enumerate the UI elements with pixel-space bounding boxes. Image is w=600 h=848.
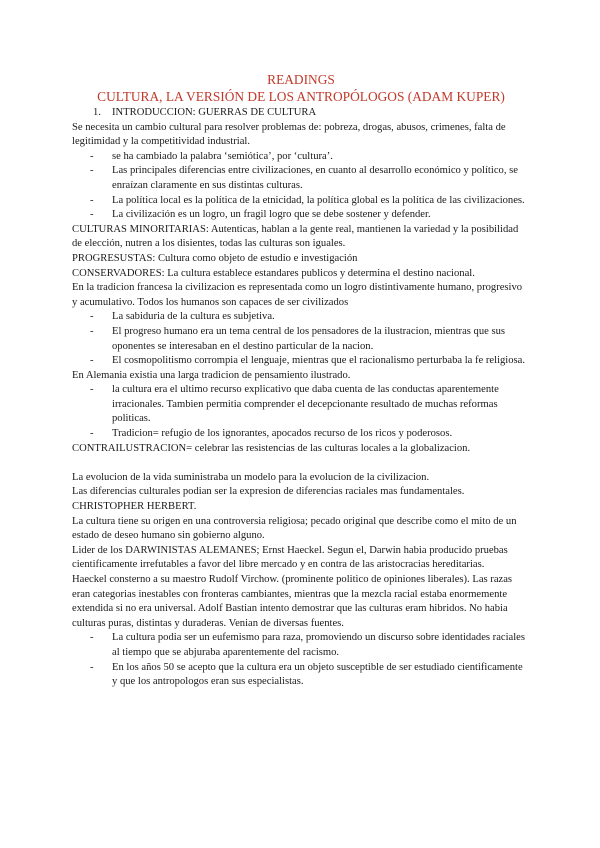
list-item: - se ha cambiado la palabra ‘semiótica’, por ‘cultura’.	[90, 150, 333, 162]
section-heading-text: INTRODUCCION: GUERRAS DE CULTURA	[112, 107, 317, 118]
paragraph-minoritarias: CULTURAS MINORITARIAS: Autenticas, hablan a la gente real, mantienen la variedad y la posibilidad de elección, nutren a los disientes, todas las culturas son iguales.	[72, 223, 519, 250]
paragraph-herbert: CHRISTOPHER HERBERT.	[72, 501, 197, 513]
bullet-list-alemania	[72, 383, 530, 441]
paragraph-diferencias: Las diferencias culturales podian ser la expresion de diferencias raciales mas fundamentales.	[72, 486, 465, 498]
list-item: - La cultura podia ser un eufemismo para raza, promoviendo un discurso sobre identidades raciales al tiempo que se abjuraba aparentemente del racismo.	[90, 632, 526, 658]
paragraph-evolucion: La evolucion de la vida suministraba un modelo para la evolucion de la civilizacion.	[72, 471, 430, 483]
section-number: 1.	[93, 107, 101, 118]
list-item: - La sabiduria de la cultura es subjetiva.	[90, 311, 275, 323]
paragraph-gap	[72, 456, 530, 471]
bullet-list-francesa	[72, 310, 530, 368]
paragraph-contrailustracion: CONTRAILUSTRACION= celebrar las resistencias de las culturas locales a la globalizacion.	[72, 442, 471, 454]
paragraph-progresistas: PROGRESUSTAS: Cultura como objeto de estudio e investigación	[72, 252, 358, 264]
paragraph-origen: La cultura tiene su origen en una controversia religiosa; pecado original que describe como el mito de un estado de deseo humano sin gobierno alguno.	[72, 515, 517, 542]
paragraph-haeckel: Lider de los DARWINISTAS ALEMANES; Ernst Haeckel. Segun el, Darwin habia producido pruebas cientificamente irrefutables a favor del libre mercado y en contra de las aristocracias hereditarias.	[72, 544, 508, 571]
paragraph-conservadores: CONSERVADORES: La cultura establece estandares publicos y determina el destino nacional.	[72, 267, 475, 279]
list-item: - Las principales diferencias entre civilizaciones, en cuanto al desarrollo económico y político, se enraízan claramente en sus distintas culturas.	[90, 165, 518, 191]
list-item: - El progreso humano era un tema central de los pensadores de la ilustracion, mientras que sus oponentes se interesaban en el destino particular de la nacion.	[90, 325, 506, 352]
document-subtitle: CULTURA, LA VERSIÓN DE LOS ANTROPÓLOGOS (ADAM KUPER)	[97, 89, 505, 104]
list-item: - Tradicion= refugio de los ignorantes, apocados recurso de los ricos y poderosos.	[90, 428, 453, 440]
bullet-list-intro	[72, 150, 530, 223]
bullet-list-raza	[72, 631, 530, 689]
list-item: - El cosmopolitismo corrompia el lenguaje, mientras que el racionalismo perturbaba la fe religiosa.	[90, 355, 526, 367]
list-item: - La política local es la política de la etnicidad, la política global es la política de las civilizaciones.	[90, 194, 525, 206]
list-item: - La civilización es un logro, un fragil logro que se debe sostener y defender.	[90, 209, 431, 221]
list-item: - En los años 50 se acepto que la cultura era un objeto susceptible de ser estudiado cientificamente y que los antropologos eran sus especialistas.	[90, 661, 523, 688]
list-item: - la cultura era el ultimo recurso explicativo que daba cuenta de las conductas aparentemente irracionales. Tambien permitia comprender el decepcionante resultado de muchas reformas politicas.	[90, 384, 499, 425]
paragraph-francesa: En la tradicion francesa la civilizacion es representada como un logro distintivamente humano, progresivo y acumulativo. Todos los humanos son capaces de ser civilizados	[72, 282, 523, 308]
document-title: READINGS	[267, 72, 335, 87]
paragraph-virchow: Haeckel consterno a su maestro Rudolf Virchow. (prominente politico de opiniones liberales). Las razas eran categorias inestables con fronteras cambiantes, mientras que la mezcla racial estaba enormemente extendida si no era universal. Adolf Bastian intento demostrar que las culturas eram hibridos. No habia culturas puras, distintas y duraderas. Venian de diversas fuentes.	[72, 574, 513, 629]
section-heading	[72, 106, 530, 121]
paragraph-intro: Se necesita un cambio cultural para resolver problemas de: pobreza, drogas, abusos, crimenes, falta de legitimidad y la competitividad industrial.	[72, 121, 506, 148]
paragraph-alemania: En Alemania existia una larga tradicion de pensamiento ilustrado.	[72, 369, 351, 381]
